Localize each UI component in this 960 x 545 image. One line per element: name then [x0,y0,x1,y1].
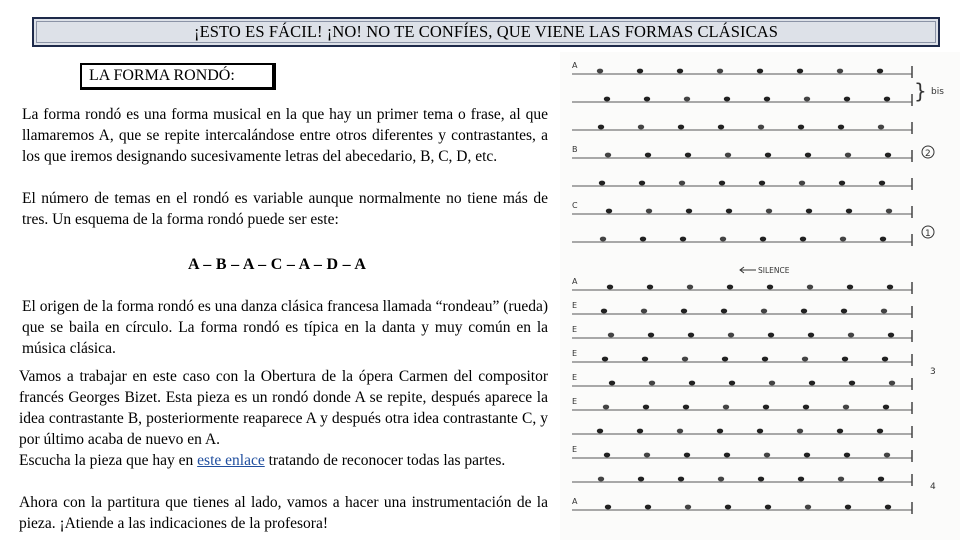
score-note [803,405,809,410]
score-row-label: A [572,61,578,70]
circle-mark-1: 2 [925,149,931,159]
score-note [758,477,764,482]
score-note [880,237,886,242]
paragraph-carmen: Vamos a trabajar en este caso con la Obertura de la ópera Carmen del compositor francés Georges Bizet. Esta pieza es un rondó donde A se repite, después aparece la idea contrastante B, posteriormente reaparece A y después otra idea contrastante C, y por último acaba de nuevo en A. [19,368,548,448]
paragraph-instrumentation: Ahora con la partitura que tienes al lado, vamos a hacer una instrumentación de la pieza. ¡Atiende a las indicaciones de la profesora! [19,494,548,532]
side-number-3: 3 [930,367,936,377]
score-note [845,505,851,510]
score-note [718,477,724,482]
score-note [606,209,612,214]
score-note [877,69,883,74]
score-note [729,381,735,386]
score-note [808,333,814,338]
listen-text-after: tratando de reconocer todas las partes. [268,452,506,469]
score-note [766,209,772,214]
section-heading: LA FORMA RONDÓ: [89,67,235,84]
paragraph-listen [19,450,548,471]
score-note [685,505,691,510]
score-note [609,381,615,386]
paragraph-definition: La forma rondó es una forma musical en la que hay un primer tema o frase, al que llamaremos A, que se repite intercalándose entre otros diferentes y contrastantes, a los que iremos designando sucesivamente letras del abecedario, B, C, D, etc. [22,106,548,165]
score-note [725,153,731,158]
score-note [839,181,845,186]
score-note [802,357,808,362]
score-note [760,237,766,242]
score-note [764,97,770,102]
score-row-label: E [572,373,578,382]
score-note [877,429,883,434]
score-note [838,477,844,482]
score-note [600,237,606,242]
score-note [689,381,695,386]
score-note [641,309,647,314]
score-note [597,429,603,434]
score-note [888,333,894,338]
score-note [769,381,775,386]
score-note [724,97,730,102]
score-note [763,405,769,410]
section-heading-box [80,63,276,90]
score-note [804,97,810,102]
score-note [725,505,731,510]
score-note [646,209,652,214]
score-note [598,477,604,482]
score-note [797,69,803,74]
score-note [878,125,884,130]
score-note [726,209,732,214]
score-note [719,181,725,186]
score-note [758,125,764,130]
score-note [683,405,689,410]
score-note [883,405,889,410]
score-row-label: A [572,497,578,506]
score-note [838,125,844,130]
score-note [845,153,851,158]
score-note [761,309,767,314]
listen-link[interactable]: este enlace [197,452,265,469]
score-note [764,453,770,458]
circle-mark-2: 1 [925,229,931,239]
score-note [677,429,683,434]
score-note [882,357,888,362]
score-note [804,453,810,458]
score-note [837,429,843,434]
score-row-label: E [572,349,578,358]
rondo-schema: A – B – A – C – A – D – A [188,256,367,273]
paragraph-themes: El número de temas en el rondó es variable aunque normalmente no tiene más de tres. Un esquema de la forma rondó puede ser este: [22,190,548,228]
page-title-banner [32,17,940,47]
score-note [597,69,603,74]
score-note [878,477,884,482]
score-note [720,237,726,242]
score-note [846,209,852,214]
score-note [768,333,774,338]
score-note [640,237,646,242]
score-note [844,97,850,102]
score-note [647,285,653,290]
bis-label: bis [931,87,944,97]
score-note [642,357,648,362]
score-note [807,285,813,290]
listen-text-before: Escucha la pieza que hay en [19,452,194,469]
score-note [603,405,609,410]
score-note [723,405,729,410]
score-note [638,125,644,130]
score-note [605,505,611,510]
score-note [678,477,684,482]
score-note [649,381,655,386]
score-note [757,429,763,434]
silence-label: SILENCE [758,266,790,275]
score-note [687,285,693,290]
score-note [645,153,651,158]
score-note [604,453,610,458]
score-note [881,309,887,314]
score-note [722,357,728,362]
score-note [644,97,650,102]
score-note [644,453,650,458]
score-note [884,97,890,102]
score-note [837,69,843,74]
score-note [638,477,644,482]
score-note [727,285,733,290]
score-note [685,153,691,158]
score-note [682,357,688,362]
page-title: ¡ESTO ES FÁCIL! ¡NO! NO TE CONFÍES, QUE VIENE LAS FORMAS CLÁSICAS [193,22,779,41]
score-note [677,69,683,74]
score-note [601,309,607,314]
score-note [884,453,890,458]
score-note [643,405,649,410]
score-note [757,69,763,74]
score-note [762,357,768,362]
score-note [724,453,730,458]
score-note [684,97,690,102]
score-note [718,125,724,130]
score-note [604,97,610,102]
score-note [679,181,685,186]
score-note [799,181,805,186]
score-note [680,237,686,242]
score-note [849,381,855,386]
score-note [841,309,847,314]
score-note [840,237,846,242]
score-note [605,153,611,158]
score-note [805,505,811,510]
score-note [648,333,654,338]
score-note [602,357,608,362]
score-note [765,153,771,158]
score-note [797,429,803,434]
score-note [887,285,893,290]
score-row-label: E [572,325,578,334]
score-note [889,381,895,386]
score-note [721,309,727,314]
score-note [801,309,807,314]
score-note [806,209,812,214]
score-image [560,52,960,540]
score-note [805,153,811,158]
score-row-label: E [572,445,578,454]
score-note [688,333,694,338]
score-row-label: C [572,201,578,210]
score-note [686,209,692,214]
score-row-label: E [572,397,578,406]
score-note [765,505,771,510]
score-note [879,181,885,186]
score-note [598,125,604,130]
score-row-label: A [572,277,578,286]
score-note [798,125,804,130]
score-note [728,333,734,338]
score-note [678,125,684,130]
score-note [717,429,723,434]
score-note [684,453,690,458]
score-note [886,209,892,214]
score-note [767,285,773,290]
score-note [885,505,891,510]
score-row-label: E [572,301,578,310]
score-note [798,477,804,482]
score-note [681,309,687,314]
score-sheet [560,52,960,540]
score-note [717,69,723,74]
score-row-label: B [572,145,578,154]
score-note [848,333,854,338]
paragraph-origin: El origen de la forma rondó es una danza clásica francesa llamada “rondeau” (rueda) que se baila en círculo. La forma rondó es típica en la danta y muy común en la música clásica. [22,298,548,357]
score-note [885,153,891,158]
score-note [608,333,614,338]
score-note [599,181,605,186]
score-note [637,429,643,434]
score-note [800,237,806,242]
score-note [842,357,848,362]
side-number-4: 4 [930,482,936,492]
score-note [847,285,853,290]
score-note [637,69,643,74]
repeat-brace-icon: } [914,79,927,103]
score-note [844,453,850,458]
score-note [809,381,815,386]
score-note [843,405,849,410]
score-note [645,505,651,510]
score-note [607,285,613,290]
score-note [639,181,645,186]
score-note [759,181,765,186]
